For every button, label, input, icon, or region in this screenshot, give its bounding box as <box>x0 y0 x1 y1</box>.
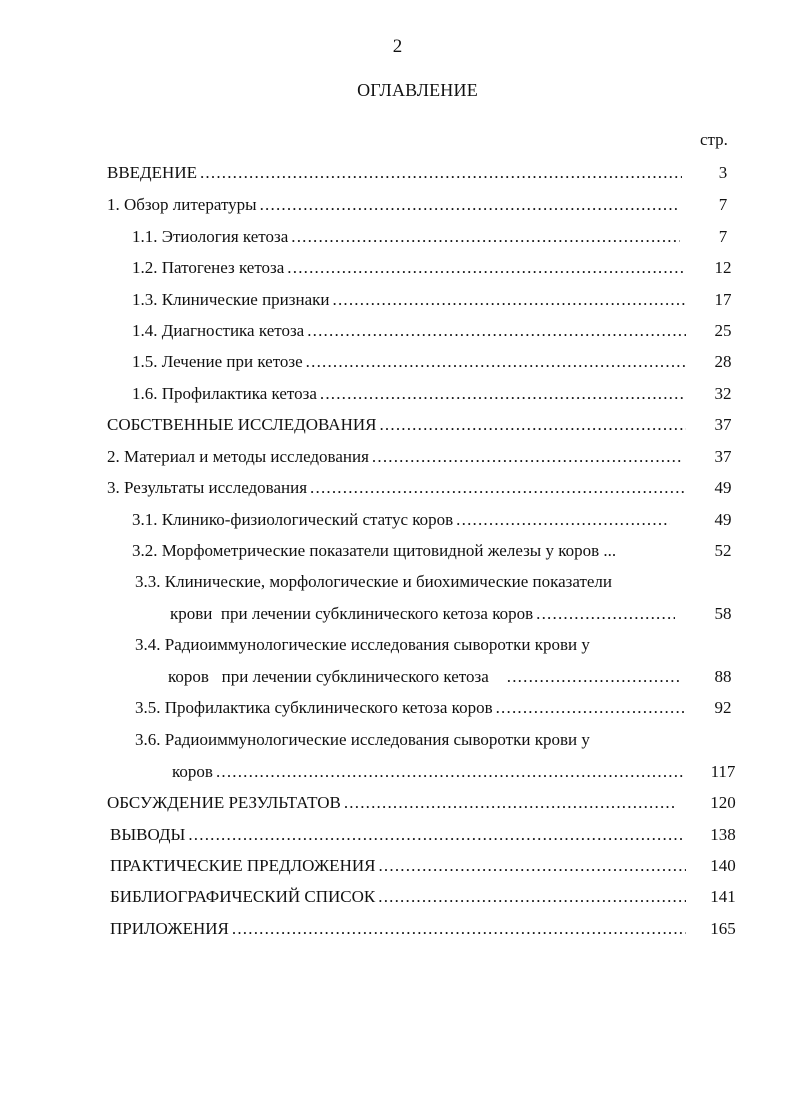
leader-dots <box>372 445 682 469</box>
toc-entry-3-2[interactable] <box>0 539 795 563</box>
leader-dots <box>307 319 686 343</box>
toc-entry-1-4[interactable] <box>0 319 795 343</box>
toc-entry-label-line1: 3.3. Клинические, морфологические и биохимические показатели <box>135 572 613 591</box>
toc-entry-literature-review[interactable] <box>0 193 795 217</box>
leader-dots <box>200 161 682 185</box>
leader-dots <box>536 602 675 626</box>
toc-entry-page: 12 <box>714 258 732 277</box>
toc-entry-conclusions[interactable] <box>0 823 795 847</box>
leader-dots <box>507 665 680 689</box>
toc-entry-label: ПРИЛОЖЕНИЯ <box>110 919 229 938</box>
toc-entry-page: 138 <box>710 825 736 844</box>
leader-dots <box>320 382 686 406</box>
page-title: ОГЛАВЛЕНИЕ <box>357 80 478 100</box>
toc-entry-label: 3.2. Морфометрические показатели щитовидной железы у коров ... <box>132 541 617 560</box>
toc-entry-1-2[interactable] <box>0 256 795 280</box>
toc-entry-results[interactable] <box>0 476 795 500</box>
toc-entry-page: 49 <box>714 478 732 497</box>
toc-entry-page: 25 <box>714 321 732 340</box>
leader-dots <box>306 350 686 374</box>
toc-entry-label: 3.5. Профилактика субклинического кетоза коров <box>135 698 493 717</box>
toc-entry-3-5[interactable] <box>0 696 795 720</box>
toc-entry-label: ПРАКТИЧЕСКИЕ ПРЕДЛОЖЕНИЯ <box>110 856 376 875</box>
leader-dots <box>260 193 680 217</box>
toc-entry-appendices[interactable] <box>0 917 795 941</box>
toc-entry-own-research[interactable] <box>0 413 795 437</box>
toc-entry-label: 3. Результаты исследования <box>107 478 308 497</box>
toc-entry-1-1[interactable] <box>0 225 795 249</box>
leader-dots <box>287 256 684 280</box>
toc-entry-page: 52 <box>714 541 732 560</box>
toc-entry-page: 7 <box>718 227 728 246</box>
leader-dots <box>310 476 686 500</box>
toc-entry-label: 3.1. Клинико-физиологический статус коров <box>132 510 454 529</box>
leader-dots <box>496 696 686 720</box>
toc-entry-introduction[interactable] <box>0 161 795 185</box>
toc-entry-page: 32 <box>714 384 732 403</box>
toc-entry-page: 28 <box>714 352 732 371</box>
toc-entry-label: 1. Обзор литературы <box>107 195 257 214</box>
toc-entry-page: 117 <box>710 762 736 781</box>
toc-entry-page: 7 <box>718 195 728 214</box>
toc-entry-label-line2: коров <box>172 762 213 781</box>
page-column-header: стр. <box>700 130 728 149</box>
leader-dots <box>456 508 670 532</box>
leader-dots <box>216 760 684 784</box>
toc-entry-discussion[interactable] <box>0 791 795 815</box>
toc-entry-page: 37 <box>714 447 732 466</box>
toc-entry-label-line1: 3.4. Радиоиммунологические исследования сыворотки крови у <box>135 635 590 654</box>
toc-entry-bibliography[interactable] <box>0 885 795 909</box>
leader-dots <box>378 854 686 878</box>
toc-entry-3-6[interactable] <box>0 728 795 784</box>
toc-entry-3-4[interactable] <box>0 633 795 689</box>
toc-entry-page: 3 <box>718 163 728 182</box>
toc-entry-label: БИБЛИОГРАФИЧЕСКИЙ СПИСОК <box>110 887 376 906</box>
toc-entry-label-line2: коров при лечении субклинического кетоза <box>168 667 489 686</box>
leader-dots <box>291 225 680 249</box>
toc-entry-page: 58 <box>714 604 732 623</box>
leader-dots <box>333 288 687 312</box>
toc-entry-1-3[interactable] <box>0 288 795 312</box>
leader-dots <box>378 885 686 909</box>
toc-entry-label-line2: крови при лечении субклинического кетоза коров <box>170 604 534 623</box>
toc-entry-3-3[interactable] <box>0 570 795 626</box>
toc-entry-3-1[interactable] <box>0 508 795 532</box>
toc-entry-1-6[interactable] <box>0 382 795 406</box>
toc-entry-label: 1.2. Патогенез кетоза <box>132 258 285 277</box>
toc-entry-label-line1: 3.6. Радиоиммунологические исследования сыворотки крови у <box>135 730 590 749</box>
toc-entry-page: 120 <box>710 793 736 812</box>
toc-entry-page: 92 <box>714 698 732 717</box>
toc-entry-label: 1.6. Профилактика кетоза <box>132 384 317 403</box>
toc-entry-label: 1.3. Клинические признаки <box>132 290 330 309</box>
toc-entry-page: 49 <box>714 510 732 529</box>
leader-dots <box>344 791 677 815</box>
toc-entry-page: 17 <box>714 290 732 309</box>
leader-dots <box>379 413 686 437</box>
toc-entry-label: 2. Материал и методы исследования <box>107 447 369 466</box>
toc-entry-label: 1.4. Диагностика кетоза <box>132 321 305 340</box>
toc-entry-label: 1.1. Этиология кетоза <box>132 227 289 246</box>
toc-entry-page: 88 <box>714 667 732 686</box>
toc-entry-materials-methods[interactable] <box>0 445 795 469</box>
toc-entry-1-5[interactable] <box>0 350 795 374</box>
leader-dots <box>188 823 684 847</box>
toc-entry-page: 141 <box>710 887 736 906</box>
toc-entry-label: СОБСТВЕННЫЕ ИССЛЕДОВАНИЯ <box>107 415 377 434</box>
toc-entry-label: 1.5. Лечение при кетозе <box>132 352 303 371</box>
toc-entry-page: 37 <box>714 415 732 434</box>
toc-entry-page: 165 <box>710 919 736 938</box>
toc-entry-label: ВЫВОДЫ <box>110 825 186 844</box>
toc-entry-label: ВВЕДЕНИЕ <box>107 163 197 182</box>
toc-entry-label: ОБСУЖДЕНИЕ РЕЗУЛЬТАТОВ <box>107 793 341 812</box>
toc-entry-page: 140 <box>710 856 736 875</box>
page-number: 2 <box>392 36 403 57</box>
toc-entry-practical-proposals[interactable] <box>0 854 795 878</box>
leader-dots <box>232 917 686 941</box>
